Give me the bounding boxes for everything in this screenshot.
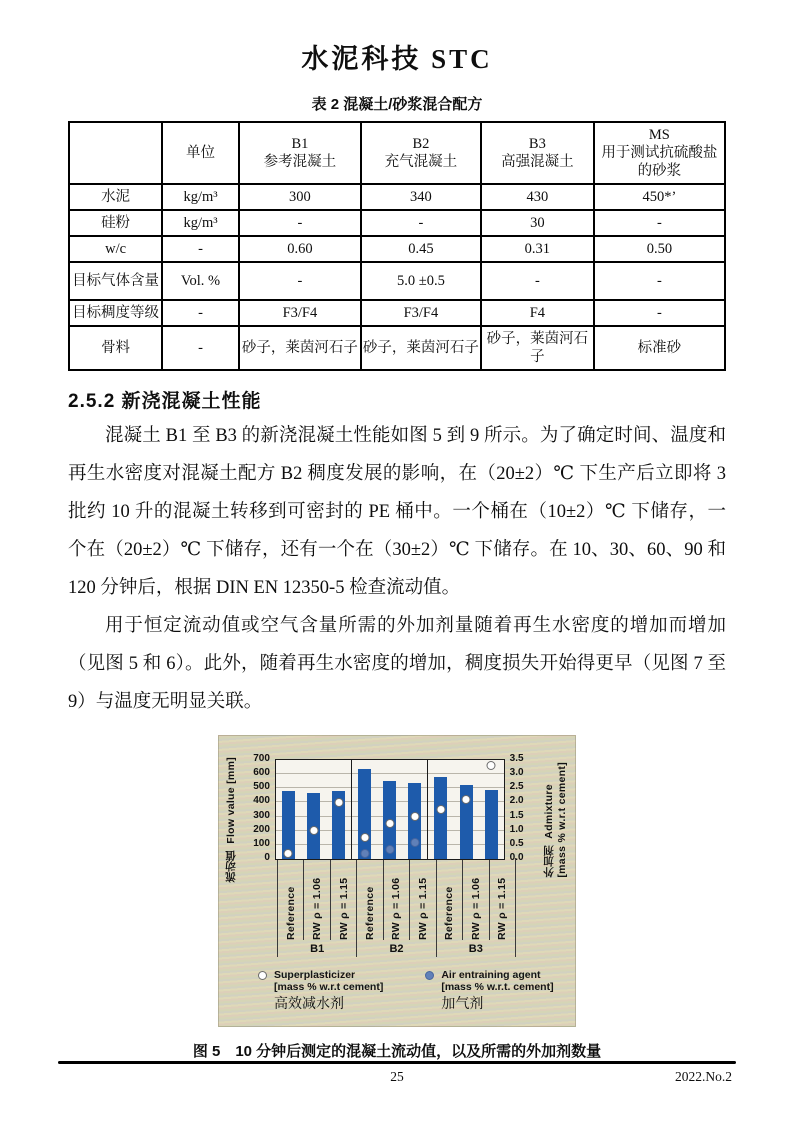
superplasticizer-point <box>309 826 318 835</box>
group-labels <box>277 940 516 957</box>
group-label: B1 <box>278 940 357 957</box>
column-header: B1 参考混凝土 <box>239 122 361 184</box>
bar-slot <box>326 760 351 859</box>
table-cell: - <box>162 300 239 326</box>
table-cell: 砂子，莱茵河石子 <box>239 326 361 370</box>
bar-slot <box>377 760 402 859</box>
table-row <box>69 326 725 370</box>
table-cell: F4 <box>481 300 594 326</box>
table-cell: kg/m³ <box>162 184 239 210</box>
bar-slot <box>479 760 504 859</box>
y-axis-tick-right: 3.5 <box>509 753 524 764</box>
table-row <box>69 236 725 262</box>
bar-slot <box>428 760 453 859</box>
x-axis-label: RW ρ = 1.15 <box>496 877 509 940</box>
table-cell: 5.0 ±0.5 <box>361 262 481 300</box>
legend-entry <box>425 969 553 1013</box>
x-label-group <box>357 858 436 940</box>
x-axis-label: RW ρ = 1.15 <box>416 877 429 940</box>
chart-group-B3 <box>428 760 503 859</box>
y-axis-tick-right: 1.0 <box>509 823 524 835</box>
page-number: 25 <box>390 1068 404 1084</box>
x-axis-label: Reference <box>357 858 383 940</box>
air-entraining-point <box>410 838 419 847</box>
page-footer <box>68 1061 732 1087</box>
right-axis-label: 外加剂 Admixture [mass % w.r.t cement] <box>543 762 569 878</box>
table-cell: - <box>594 262 725 300</box>
x-axis-labels <box>277 858 516 940</box>
column-header: B3 高强混凝土 <box>481 122 594 184</box>
superplasticizer-point <box>410 812 419 821</box>
table-cell: 300 <box>239 184 361 210</box>
table-cell: 砂子，莱茵河石子 <box>481 326 594 370</box>
table-cell: - <box>594 210 725 236</box>
body-paragraph-1: 混凝土 B1 至 B3 的新浇混凝土性能如图 5 到 9 所示。为了确定时间、温度和再生水密度对混凝土配方 B2 稠度发展的影响，在（20±2）℃ 下生产后立即将 3 批约 10 升的混凝土转移到可密封的 PE 桶中。一个桶在（10±2）℃ 下储存，一个在（20±2）℃ 下储存，还有一个在（30±2）℃ 下储存。在 10、30、60、90 和 120 分钟后，根据 DIN EN 12350-5 检查流动值。 <box>68 426 726 598</box>
column-header: B2 充气混凝土 <box>361 122 481 184</box>
table-body <box>69 184 725 370</box>
superplasticizer-point <box>360 833 369 842</box>
column-header: MS 用于测试抗硫酸盐的砂浆 <box>594 122 725 184</box>
filled-circle-icon <box>425 971 434 980</box>
table-cell: 30 <box>481 210 594 236</box>
flow-value-bar <box>358 769 371 860</box>
issue-label: 2022.No.2 <box>675 1068 732 1084</box>
bar-slot <box>276 760 301 859</box>
group-label: B2 <box>357 940 436 957</box>
table-row <box>69 184 725 210</box>
superplasticizer-point <box>284 849 293 858</box>
bar-slot <box>301 760 326 859</box>
y-axis-tick: 0 <box>264 851 270 863</box>
table-cell: 0.60 <box>239 236 361 262</box>
y-axis-tick: 400 <box>253 795 270 807</box>
flow-value-bar <box>434 777 447 859</box>
figure-5 <box>218 735 576 1027</box>
x-axis-label: RW ρ = 1.06 <box>384 858 410 940</box>
table-caption: 表 2 混凝土/砂浆混合配方 <box>311 96 483 113</box>
right-axis-ticks <box>505 754 534 863</box>
mix-design-table <box>68 121 726 371</box>
table-cell: kg/m³ <box>162 210 239 236</box>
superplasticizer-point <box>334 798 343 807</box>
superplasticizer-point <box>436 805 445 814</box>
bar-slot <box>402 760 427 859</box>
x-axis-label: Reference <box>437 858 463 940</box>
table-cell: 340 <box>361 184 481 210</box>
table-row <box>69 262 725 300</box>
table-row <box>69 300 725 326</box>
y-axis-tick: 100 <box>253 837 270 849</box>
flow-value-bar <box>485 790 498 859</box>
y-axis-tick: 600 <box>253 767 270 779</box>
table-cell: - <box>594 300 725 326</box>
table-cell: - <box>162 326 239 370</box>
table-cell: 0.45 <box>361 236 481 262</box>
body-paragraph-2: 用于恒定流动值或空气含量所需的外加剂量随着再生水密度的增加而增加（见图 5 和 6）。此外，随着再生水密度的增加，稠度损失开始得更早（见图 7 至 9）与温度无明显关联。 <box>68 616 726 712</box>
superplasticizer-point <box>462 795 471 804</box>
x-axis-label: RW ρ = 1.15 <box>337 877 350 940</box>
column-header: 单位 <box>162 122 239 184</box>
table-cell: 骨料 <box>69 326 162 370</box>
table-cell: w/c <box>69 236 162 262</box>
x-axis-label: Reference <box>278 858 304 940</box>
table-head <box>69 122 725 184</box>
table-row <box>69 210 725 236</box>
table-cell: 0.31 <box>481 236 594 262</box>
chart <box>218 753 576 883</box>
bar-slot <box>352 760 377 859</box>
y-axis-tick: 200 <box>253 823 270 835</box>
table-cell: F3/F4 <box>239 300 361 326</box>
table-cell: Vol. % <box>162 262 239 300</box>
table-cell: 水泥 <box>69 184 162 210</box>
left-axis-label: 流动值 Flow value [mm] <box>224 757 237 883</box>
legend-entry <box>258 969 383 1013</box>
table-cell: - <box>239 262 361 300</box>
left-axis-ticks <box>243 754 275 863</box>
y-axis-tick: 700 <box>253 753 270 764</box>
footer-rule <box>58 1061 736 1064</box>
x-axis-label: RW ρ = 1.06 <box>304 858 330 940</box>
table-cell: - <box>481 262 594 300</box>
table-cell: - <box>162 236 239 262</box>
column-header <box>69 122 162 184</box>
chart-legend <box>258 969 576 1013</box>
superplasticizer-point <box>385 819 394 828</box>
superplasticizer-point <box>487 761 496 770</box>
y-axis-tick-right: 2.0 <box>509 795 524 807</box>
y-axis-tick-right: 0.5 <box>509 837 524 849</box>
table-cell: 砂子，莱茵河石子 <box>361 326 481 370</box>
y-axis-tick: 500 <box>253 781 270 793</box>
legend-text: Superplasticizer [mass % w.r.t cement] 高效减水剂 <box>274 969 384 1012</box>
y-axis-tick-right: 1.5 <box>509 809 524 821</box>
plot-area <box>275 759 505 860</box>
y-axis-tick: 300 <box>253 809 270 821</box>
y-axis-tick-right: 3.0 <box>509 767 524 779</box>
journal-title: 水泥科技 STC <box>301 44 493 74</box>
x-label-group <box>437 858 516 940</box>
table-cell: 430 <box>481 184 594 210</box>
air-entraining-point <box>385 845 394 854</box>
table-cell: - <box>239 210 361 236</box>
group-label: B3 <box>437 940 516 957</box>
table-cell: 标准砂 <box>594 326 725 370</box>
air-entraining-point <box>360 849 369 858</box>
table-cell: - <box>361 210 481 236</box>
y-axis-tick-right: 2.5 <box>509 781 524 793</box>
table-cell: 450*’ <box>594 184 725 210</box>
y-axis-tick-right: 0.0 <box>509 851 524 863</box>
table-cell: F3/F4 <box>361 300 481 326</box>
table-cell: 0.50 <box>594 236 725 262</box>
x-axis-label: RW ρ = 1.06 <box>463 858 489 940</box>
chart-group-B2 <box>352 760 428 859</box>
x-label-group <box>278 858 357 940</box>
bar-slot <box>454 760 479 859</box>
legend-text: Air entraining agent [mass % w.r.t. cement] 加气剂 <box>441 969 554 1012</box>
table-cell: 目标稠度等级 <box>69 300 162 326</box>
section-heading: 2.5.2 新浇混凝土性能 <box>68 391 262 412</box>
figure-caption: 图 5 10 分钟后测定的混凝土流动值，以及所需的外加剂数量 <box>192 1043 602 1060</box>
table-cell: 目标气体含量 <box>69 262 162 300</box>
open-circle-icon <box>258 971 267 980</box>
chart-group-B1 <box>276 760 352 859</box>
table-cell: 硅粉 <box>69 210 162 236</box>
